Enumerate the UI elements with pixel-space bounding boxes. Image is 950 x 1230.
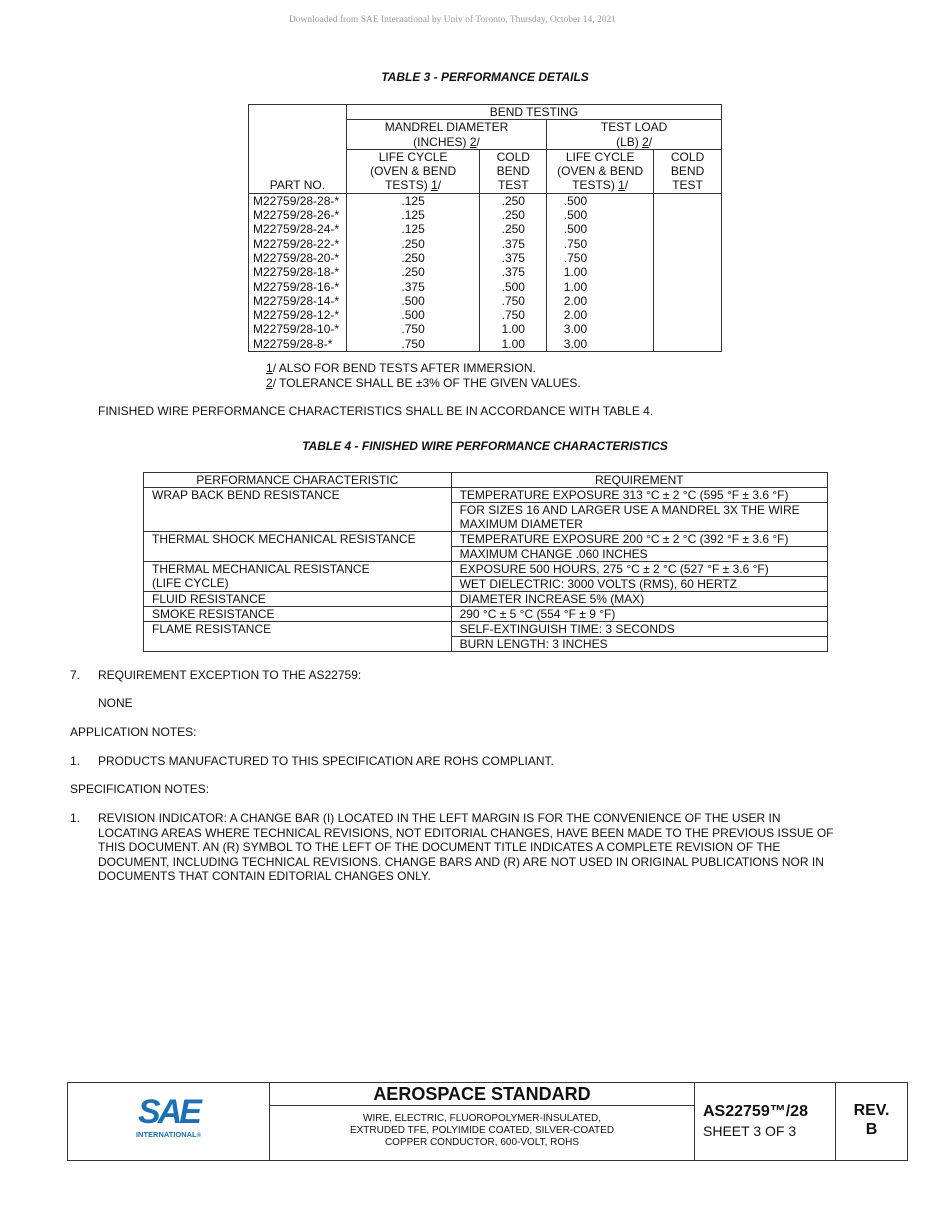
load-life-cycle-cell: 3.00	[547, 337, 654, 352]
wrap-back-req-2: FOR SIZES 16 AND LARGER USE A MANDREL 3X THE WIRE MAXIMUM DIAMETER	[451, 503, 827, 532]
mandrel-cold-bend-cell: .375	[480, 265, 547, 279]
section-7-body: NONE	[98, 696, 133, 710]
load-cold-bend-cell	[654, 322, 722, 336]
table-row	[249, 337, 722, 352]
load-life-cycle-cell: 2.00	[547, 294, 654, 308]
load-life-cycle-cell: 1.00	[547, 265, 654, 279]
part-number-cell: M22759/28-8-*	[249, 337, 347, 352]
specification-note-1-number: 1.	[70, 811, 81, 825]
thermal-mechanical-req-1: EXPOSURE 500 HOURS, 275 °C ± 2 °C (527 °F ± 3.6 °F)	[451, 562, 827, 577]
part-number-cell: M22759/28-16-*	[249, 280, 347, 294]
revision-label: REV.	[853, 1102, 890, 1119]
part-number-cell: M22759/28-18-*	[249, 265, 347, 279]
load-life-cycle-header: LIFE CYCLE (OVEN & BEND TESTS) 1/	[547, 149, 654, 193]
part-number-cell: M22759/28-22-*	[249, 237, 347, 251]
table4-caption: TABLE 4 - FINISHED WIRE PERFORMANCE CHARACTERISTICS	[302, 439, 668, 453]
flame-resistance-cell: FLAME RESISTANCE	[144, 622, 452, 652]
table4-intro: FINISHED WIRE PERFORMANCE CHARACTERISTICS SHALL BE IN ACCORDANCE WITH TABLE 4.	[98, 404, 654, 418]
title-block	[67, 1082, 908, 1161]
load-life-cycle-cell: 2.00	[547, 308, 654, 322]
fluid-resistance-req: DIAMETER INCREASE 5% (MAX)	[451, 592, 827, 607]
load-cold-bend-cell	[654, 251, 722, 265]
thermal-shock-req-2: MAXIMUM CHANGE .060 INCHES	[451, 547, 827, 562]
part-number-cell: M22759/28-14-*	[249, 294, 347, 308]
sae-logo	[68, 1095, 269, 1141]
mandrel-cold-bend-cell: .750	[480, 294, 547, 308]
document-title: WIRE, ELECTRIC, FLUOROPOLYMER-INSULATED, EXTRUDED TFE, POLYIMIDE COATED, SILVER-COATED COPPER CONDUCTOR, 600-VOLT, ROHS	[349, 1113, 615, 1148]
mandrel-cold-bend-cell: .375	[480, 237, 547, 251]
load-life-cycle-cell: .750	[547, 251, 654, 265]
mandrel-life-cycle-cell: .250	[346, 237, 480, 251]
load-cold-bend-cell	[654, 193, 722, 208]
table-row	[249, 265, 722, 279]
mandrel-diameter-header: MANDREL DIAMETER (INCHES) 2/	[346, 120, 546, 150]
section-7-title: REQUIREMENT EXCEPTION TO THE AS22759:	[98, 668, 362, 682]
mandrel-cold-bend-cell: .375	[480, 251, 547, 265]
standard-title-cell	[270, 1083, 695, 1160]
mandrel-life-cycle-cell: .500	[346, 294, 480, 308]
mandrel-life-cycle-cell: .125	[346, 193, 480, 208]
load-life-cycle-cell: 1.00	[547, 280, 654, 294]
section-7-number: 7.	[70, 668, 81, 682]
mandrel-cold-bend-cell: 1.00	[480, 322, 547, 336]
application-notes-heading: APPLICATION NOTES:	[70, 725, 197, 739]
load-cold-bend-cell	[654, 237, 722, 251]
revision-value: B	[865, 1121, 878, 1138]
load-cold-bend-cell	[654, 265, 722, 279]
thermal-shock-cell: THERMAL SHOCK MECHANICAL RESISTANCE	[144, 532, 452, 562]
test-load-header: TEST LOAD (LB) 2/	[547, 120, 722, 150]
table-row	[249, 193, 722, 208]
sheet-number: SHEET 3 OF 3	[703, 1123, 797, 1139]
requirement-header: REQUIREMENT	[451, 473, 827, 488]
table-row	[249, 237, 722, 251]
load-cold-bend-cell	[654, 337, 722, 352]
mandrel-cold-bend-cell: .250	[480, 193, 547, 208]
table-row	[249, 280, 722, 294]
thermal-shock-req-1: TEMPERATURE EXPOSURE 200 °C ± 2 °C (392 °F ± 3.6 °F)	[451, 532, 827, 547]
performance-characteristics-table	[143, 472, 828, 652]
mandrel-life-cycle-cell: .125	[346, 208, 480, 222]
mandrel-life-cycle-cell: .125	[346, 222, 480, 236]
mandrel-life-cycle-cell: .250	[346, 251, 480, 265]
mandrel-cold-bend-cell: .500	[480, 280, 547, 294]
smoke-resistance-req: 290 °C ± 5 °C (554 °F ± 9 °F)	[451, 607, 827, 622]
table-row	[249, 208, 722, 222]
mandrel-cold-bend-header: COLD BEND TEST	[480, 149, 547, 193]
bend-testing-header: BEND TESTING	[346, 105, 721, 120]
load-life-cycle-cell: .500	[547, 208, 654, 222]
logo-cell	[68, 1083, 270, 1160]
load-cold-bend-cell	[654, 222, 722, 236]
fluid-resistance-cell: FLUID RESISTANCE	[144, 592, 452, 607]
part-number-cell: M22759/28-20-*	[249, 251, 347, 265]
load-life-cycle-cell: 3.00	[547, 322, 654, 336]
load-cold-bend-header: COLD BEND TEST	[654, 149, 722, 193]
aerospace-standard-heading: AEROSPACE STANDARD	[270, 1083, 694, 1106]
document-number: AS22759™/28	[703, 1103, 808, 1120]
part-number-cell: M22759/28-28-*	[249, 193, 347, 208]
load-life-cycle-cell: .500	[547, 222, 654, 236]
table-row	[249, 322, 722, 336]
application-note-1-text: PRODUCTS MANUFACTURED TO THIS SPECIFICATION ARE ROHS COMPLIANT.	[98, 754, 554, 768]
table-row	[249, 308, 722, 322]
mandrel-cold-bend-cell: .250	[480, 208, 547, 222]
sae-logo-mark: SAE	[138, 1093, 199, 1131]
table-row	[249, 222, 722, 236]
document-number-cell	[695, 1083, 836, 1160]
mandrel-life-cycle-header: LIFE CYCLE (OVEN & BEND TESTS) 1/	[346, 149, 480, 193]
table3-notes	[266, 361, 581, 391]
table3-caption: TABLE 3 - PERFORMANCE DETAILS	[381, 70, 589, 84]
load-cold-bend-cell	[654, 308, 722, 322]
wrap-back-req-1: TEMPERATURE EXPOSURE 313 °C ± 2 °C (595 °F ± 3.6 °F)	[451, 488, 827, 503]
mandrel-cold-bend-cell: .250	[480, 222, 547, 236]
load-cold-bend-cell	[654, 208, 722, 222]
part-number-cell: M22759/28-10-*	[249, 322, 347, 336]
revision-cell	[836, 1083, 907, 1160]
sae-logo-subtitle: INTERNATIONAL®	[135, 1130, 202, 1139]
characteristic-header: PERFORMANCE CHARACTERISTIC	[144, 473, 452, 488]
load-life-cycle-cell: .500	[547, 193, 654, 208]
table-row	[249, 294, 722, 308]
thermal-mechanical-req-2: WET DIELECTRIC: 3000 VOLTS (RMS), 60 HERTZ	[451, 577, 827, 592]
part-number-cell: M22759/28-26-*	[249, 208, 347, 222]
download-watermark: Downloaded from SAE International by Univ of Toronto, Thursday, October 14, 2021	[288, 15, 617, 25]
load-cold-bend-cell	[654, 280, 722, 294]
table3-note-2: 2/ TOLERANCE SHALL BE ±3% OF THE GIVEN VALUES.	[266, 376, 581, 390]
mandrel-life-cycle-cell: .500	[346, 308, 480, 322]
part-no-header: PART NO.	[249, 105, 347, 194]
application-note-1-number: 1.	[70, 754, 81, 768]
specification-notes-heading: SPECIFICATION NOTES:	[70, 782, 210, 796]
load-cold-bend-cell	[654, 294, 722, 308]
flame-resistance-req-1: SELF-EXTINGUISH TIME: 3 SECONDS	[451, 622, 827, 637]
mandrel-life-cycle-cell: .750	[346, 337, 480, 352]
mandrel-life-cycle-cell: .375	[346, 280, 480, 294]
part-number-cell: M22759/28-12-*	[249, 308, 347, 322]
table3-note-1: 1/ ALSO FOR BEND TESTS AFTER IMMERSION.	[266, 361, 536, 375]
mandrel-cold-bend-cell: .750	[480, 308, 547, 322]
specification-note-1-text: REVISION INDICATOR: A CHANGE BAR (I) LOCATED IN THE LEFT MARGIN IS FOR THE CONVENIENCE OF THE USER IN LOCATING AREAS WHERE TECHNICAL REVISIONS, NOT EDITORIAL CHANGES, HAVE BEEN MADE TO THE PREVIOUS ISSUE OF THIS DOCUMENT. AN (R) SYMBOL TO THE LEFT OF THE DOCUMENT TITLE INDICATES A COMPLETE REVISION OF THE DOCUMENT, INCLUDING TECHNICAL REVISIONS. CHANGE BARS AND (R) ARE NOT USED IN ORIGINAL PUBLICATIONS NOR IN DOCUMENTS THAT CONTAIN EDITORIAL CHANGES ONLY.	[98, 811, 834, 883]
smoke-resistance-cell: SMOKE RESISTANCE	[144, 607, 452, 622]
mandrel-cold-bend-cell: 1.00	[480, 337, 547, 352]
load-life-cycle-cell: .750	[547, 237, 654, 251]
mandrel-life-cycle-cell: .750	[346, 322, 480, 336]
part-number-cell: M22759/28-24-*	[249, 222, 347, 236]
performance-details-table	[248, 104, 722, 352]
wrap-back-bend-cell: WRAP BACK BEND RESISTANCE	[144, 488, 452, 532]
flame-resistance-req-2: BURN LENGTH: 3 INCHES	[451, 637, 827, 652]
thermal-mechanical-cell: THERMAL MECHANICAL RESISTANCE (LIFE CYCLE)	[144, 562, 452, 592]
mandrel-life-cycle-cell: .250	[346, 265, 480, 279]
table-row	[249, 251, 722, 265]
